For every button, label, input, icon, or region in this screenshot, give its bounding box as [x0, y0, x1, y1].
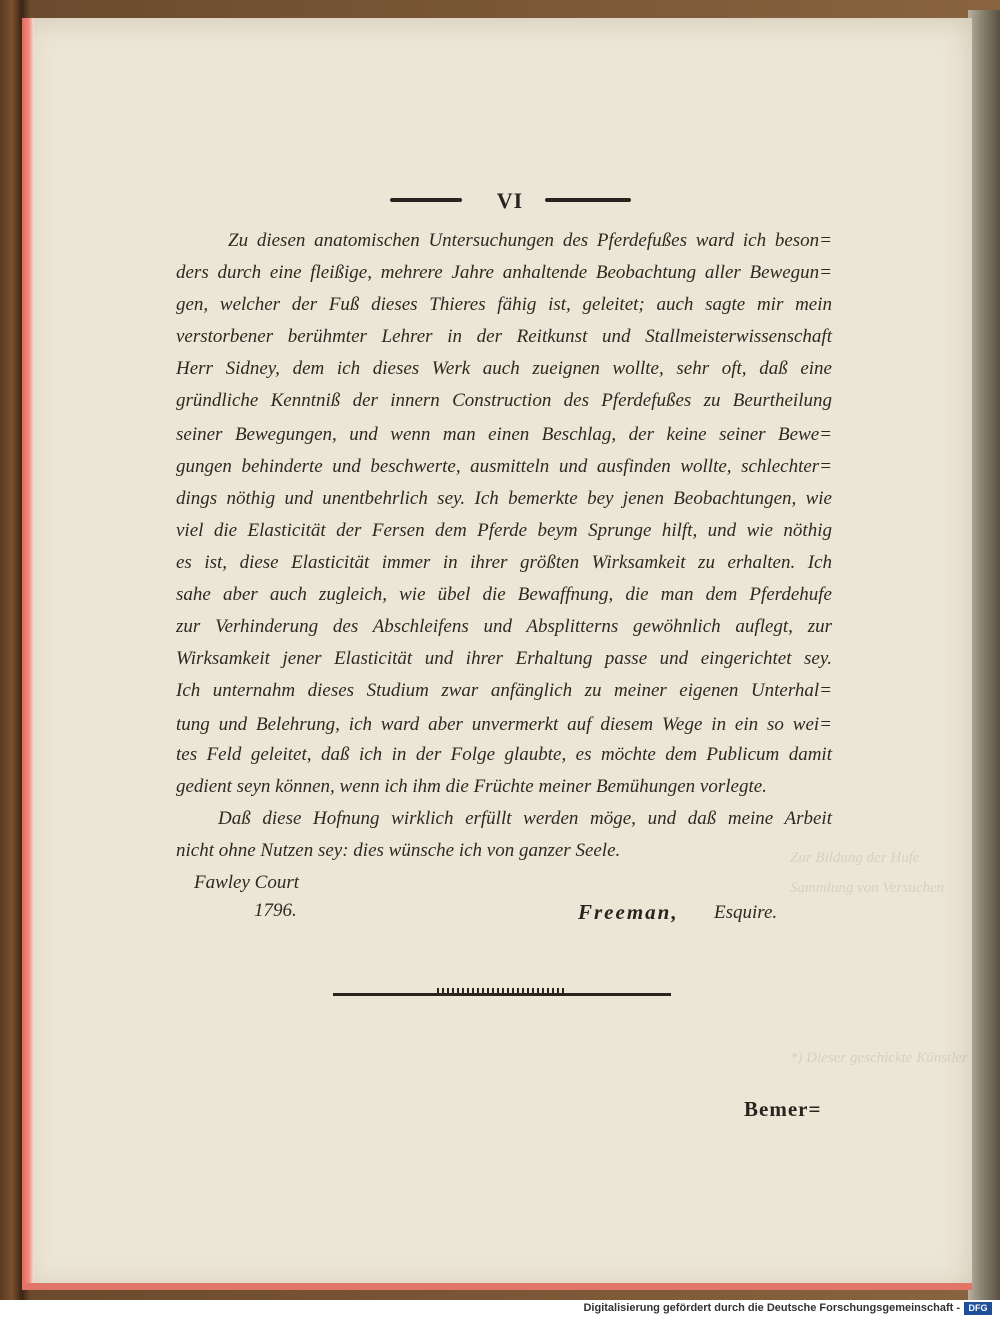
- text-line: Herr Sidney, dem ich dieses Werk auch zueignen wollte, sehr oft, daß eine: [176, 358, 832, 379]
- text-line: tes Feld geleitet, daß ich in der Folge glaubte, es möchte dem Publicum damit: [176, 744, 832, 765]
- text-line: zur Verhinderung des Abschleifens und Absplitterns gewöhnlich auflegt, zur: [176, 616, 832, 637]
- text-line: sahe aber auch zugleich, wie übel die Bewaffnung, die man dem Pferdehufe: [176, 584, 832, 605]
- text-line: ders durch eine fleißige, mehrere Jahre anhaltende Beobachtung aller Bewegun=: [176, 262, 832, 283]
- text-line: es ist, diese Elasticität immer in ihrer größten Wirksamkeit zu erhalten. Ich: [176, 552, 832, 573]
- page-number: VI: [496, 188, 524, 213]
- text-line: gen, welcher der Fuß dieses Thieres fähig ist, geleitet; auch sagte mir mein: [176, 294, 832, 315]
- signature-title: Esquire.: [714, 902, 778, 923]
- digitization-footer: [0, 1300, 1000, 1318]
- text-line: gründliche Kenntniß der innern Construction des Pferdefußes zu Beurtheilung: [176, 390, 832, 411]
- page-header: [0, 188, 1000, 212]
- place-name: Fawley Court: [194, 872, 300, 893]
- text-line: viel die Elasticität der Fersen dem Pferde beym Sprunge hilft, und wie nöthig: [176, 520, 832, 541]
- text-line: gungen behinderte und beschwerte, ausmitteln und ausfinden wollte, schlechter=: [176, 456, 832, 477]
- ornamental-rule: [333, 990, 671, 998]
- bleed-through-text: *) Dieser geschickte Künstler: [790, 1050, 968, 1066]
- text-line: tung und Belehrung, ich ward aber unvermerkt auf diesem Wege in ein so wei=: [176, 714, 832, 735]
- text-line: nicht ohne Nutzen sey: dies wünsche ich von ganzer Seele.: [176, 840, 621, 861]
- bleed-through-text: Sammlung von Versuchen: [790, 880, 945, 896]
- catchword: Bemer=: [744, 1097, 822, 1121]
- dfg-logo-icon: DFG: [964, 1302, 992, 1315]
- signature-name: Freeman,: [578, 900, 679, 924]
- text-line: dings nöthig und unentbehrlich sey. Ich bemerkte bey jenen Beobachtungen, wie: [176, 488, 832, 509]
- date-year: 1796.: [254, 900, 297, 921]
- bleed-through-text: Zur Bildung der Hufe: [790, 850, 920, 866]
- text-line: Ich unternahm dieses Studium zwar anfänglich zu meiner eigenen Unterhal=: [176, 680, 832, 701]
- header-rule-right: [545, 198, 631, 202]
- text-line: Wirksamkeit jener Elasticität und ihrer Erhaltung passe und eingerichtet sey.: [176, 648, 832, 669]
- text-line: verstorbener berühmter Lehrer in der Reitkunst und Stallmeisterwissenschaft: [176, 326, 832, 347]
- text-line: gedient seyn können, wenn ich ihm die Früchte meiner Bemühungen vorlegte.: [176, 776, 767, 797]
- text-line: Daß diese Hofnung wirklich erfüllt werden möge, und daß meine Arbeit: [218, 808, 832, 829]
- text-line: seiner Bewegungen, und wenn man einen Beschlag, der keine seiner Bewe=: [176, 424, 832, 445]
- text-line: Zu diesen anatomischen Untersuchungen des Pferdefußes ward ich beson=: [228, 230, 832, 251]
- red-page-edge-bottom: [22, 1283, 972, 1290]
- ornament-dots: [437, 988, 567, 994]
- header-rule-left: [390, 198, 462, 202]
- footer-credit: Digitalisierung gefördert durch die Deutsche Forschungsgemeinschaft -: [583, 1302, 960, 1314]
